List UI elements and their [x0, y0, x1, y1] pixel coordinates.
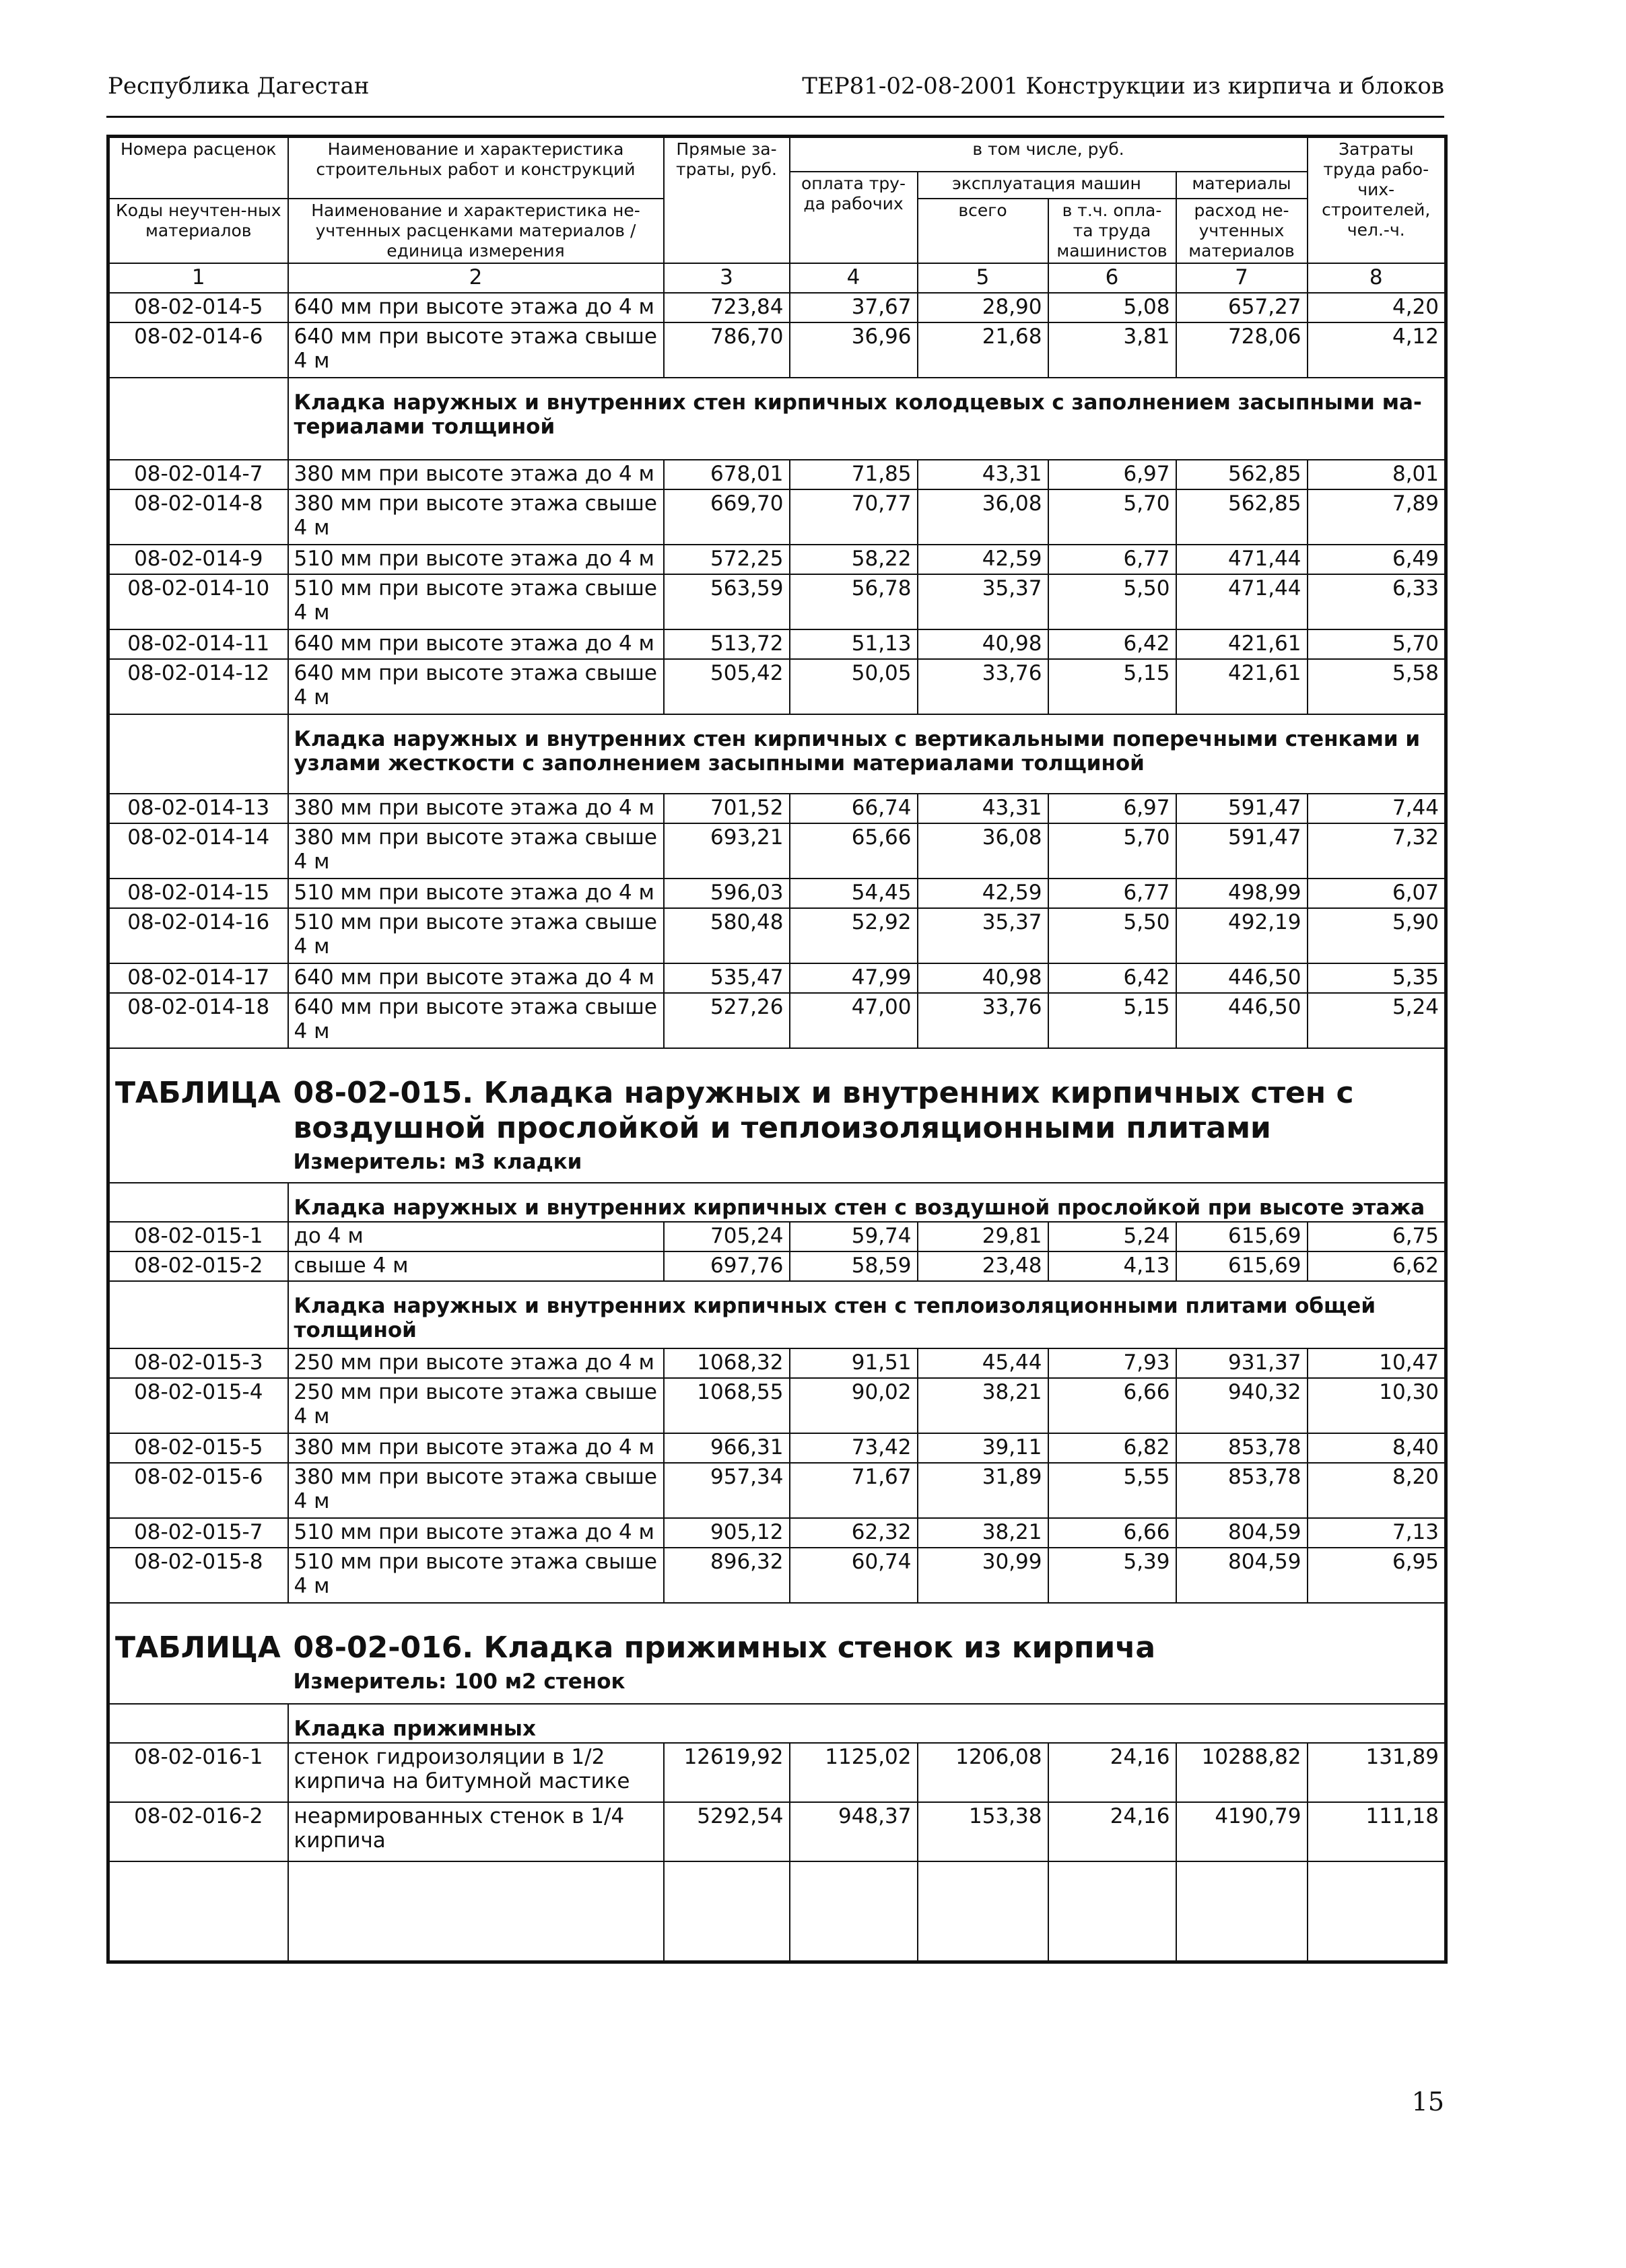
section-blank-cell [108, 1183, 288, 1222]
rate-code-cell: 08-02-015-8 [108, 1548, 288, 1603]
direct-cost-cell: 957,34 [664, 1463, 790, 1518]
col-number-8: 8 [1308, 263, 1446, 293]
machinist-wages-cell: 6,66 [1048, 1378, 1176, 1433]
work-name-cell: 380 мм при высоте этажа свыше 4 м [288, 1463, 664, 1518]
work-name-cell: 380 мм при высоте этажа свыше 4 м [288, 489, 664, 545]
table-title-cell [288, 1048, 1446, 1183]
rate-code-cell: 08-02-014-18 [108, 993, 288, 1048]
empty-cell [790, 1861, 918, 1962]
col-direct-header: Прямые за-траты, руб. [664, 137, 790, 263]
rate-code-cell: 08-02-014-12 [108, 659, 288, 714]
col-code-subheader: Коды неучтен-ных материалов [108, 199, 288, 263]
section-blank-cell [108, 378, 288, 460]
worker-wages-cell: 47,99 [790, 963, 918, 993]
labor-hours-cell: 111,18 [1308, 1802, 1446, 1861]
table-row [108, 1222, 1446, 1251]
table-row [108, 659, 1446, 714]
section-title: Кладка наружных и внутренних кирпичных стен с теплоизоляционными плитами общей толщиной [288, 1281, 1446, 1348]
work-name-cell: свыше 4 м [288, 1251, 664, 1281]
table-row [108, 629, 1446, 659]
rate-code-cell: 08-02-016-1 [108, 1743, 288, 1802]
rate-code-cell: 08-02-014-13 [108, 794, 288, 823]
rate-code-cell: 08-02-014-9 [108, 545, 288, 574]
table-row [108, 1378, 1446, 1433]
table-row [108, 574, 1446, 629]
rate-code-cell: 08-02-014-10 [108, 574, 288, 629]
work-name-cell: 380 мм при высоте этажа до 4 м [288, 794, 664, 823]
materials-cost-cell: 10288,82 [1176, 1743, 1308, 1802]
machine-cost-cell: 36,08 [918, 489, 1048, 545]
materials-cost-cell: 615,69 [1176, 1251, 1308, 1281]
col-code-header: Номера расценок [108, 137, 288, 199]
machinist-wages-cell: 6,97 [1048, 794, 1176, 823]
machine-cost-cell: 38,21 [918, 1518, 1048, 1548]
section-blank-cell [108, 1704, 288, 1743]
table-title-cell [288, 1603, 1446, 1704]
group-materials-header: материалы [1176, 172, 1308, 199]
rate-code-cell: 08-02-014-7 [108, 460, 288, 489]
direct-cost-cell: 596,03 [664, 879, 790, 908]
table-row [108, 1802, 1446, 1861]
table-title: 08-02-015. Кладка наружных и внутренних кирпичных стен с воздушной прослойкой и теплоизоляционными плитами [293, 1075, 1354, 1145]
labor-hours-cell: 7,32 [1308, 823, 1446, 879]
section-row [108, 1183, 1446, 1222]
machinist-wages-cell: 6,77 [1048, 879, 1176, 908]
running-header-right: ТЕР81-02-08-2001 Конструкции из кирпича и блоков [802, 73, 1444, 100]
materials-cost-cell: 4190,79 [1176, 1802, 1308, 1861]
rate-code-cell: 08-02-015-7 [108, 1518, 288, 1548]
direct-cost-cell: 966,31 [664, 1433, 790, 1463]
direct-cost-cell: 786,70 [664, 322, 790, 378]
header-rule [106, 116, 1444, 118]
work-name-cell: 510 мм при высоте этажа свыше 4 м [288, 908, 664, 963]
work-name-cell: 640 мм при высоте этажа до 4 м [288, 293, 664, 322]
machine-cost-cell: 28,90 [918, 293, 1048, 322]
direct-cost-cell: 693,21 [664, 823, 790, 879]
machinist-wages-cell: 4,13 [1048, 1251, 1176, 1281]
col-number-4: 4 [790, 263, 918, 293]
rate-code-cell: 08-02-015-1 [108, 1222, 288, 1251]
worker-wages-cell: 71,67 [790, 1463, 918, 1518]
materials-cost-cell: 471,44 [1176, 545, 1308, 574]
materials-cost-cell: 615,69 [1176, 1222, 1308, 1251]
materials-cost-cell: 446,50 [1176, 993, 1308, 1048]
labor-hours-cell: 6,95 [1308, 1548, 1446, 1603]
direct-cost-cell: 705,24 [664, 1222, 790, 1251]
rate-code-cell: 08-02-014-11 [108, 629, 288, 659]
worker-wages-cell: 66,74 [790, 794, 918, 823]
direct-cost-cell: 527,26 [664, 993, 790, 1048]
col-number-5: 5 [918, 263, 1048, 293]
machine-cost-cell: 40,98 [918, 629, 1048, 659]
direct-cost-cell: 513,72 [664, 629, 790, 659]
machine-cost-cell: 36,08 [918, 823, 1048, 879]
worker-wages-cell: 1125,02 [790, 1743, 918, 1802]
section-row [108, 378, 1446, 460]
machinist-wages-cell: 6,42 [1048, 963, 1176, 993]
machine-cost-cell: 23,48 [918, 1251, 1048, 1281]
machinist-wages-cell: 5,70 [1048, 489, 1176, 545]
section-row [108, 714, 1446, 794]
table-row [108, 963, 1446, 993]
table-title-label [108, 1603, 288, 1704]
table-row [108, 545, 1446, 574]
machine-cost-cell: 45,44 [918, 1348, 1048, 1378]
col-number-2: 2 [288, 263, 664, 293]
table-row [108, 322, 1446, 378]
work-name-cell: 510 мм при высоте этажа свыше 4 м [288, 574, 664, 629]
machine-cost-cell: 35,37 [918, 574, 1048, 629]
worker-wages-cell: 948,37 [790, 1802, 918, 1861]
labor-hours-cell: 6,62 [1308, 1251, 1446, 1281]
col-name-header: Наименование и характеристика строительных работ и конструкций [288, 137, 664, 199]
work-name-cell: 380 мм при высоте этажа до 4 м [288, 460, 664, 489]
col-labor-header: Затраты труда рабо-чих-строителей, чел.-ч. [1308, 137, 1446, 263]
measurement-unit: Измеритель: 100 м2 стенок [293, 1669, 625, 1694]
section-title: Кладка прижимных [288, 1704, 1446, 1743]
work-name-cell: 510 мм при высоте этажа до 4 м [288, 545, 664, 574]
empty-row [108, 1861, 1446, 1962]
labor-hours-cell: 5,24 [1308, 993, 1446, 1048]
labor-hours-cell: 5,90 [1308, 908, 1446, 963]
worker-wages-cell: 56,78 [790, 574, 918, 629]
worker-wages-cell: 59,74 [790, 1222, 918, 1251]
rate-code-cell: 08-02-015-6 [108, 1463, 288, 1518]
col-wages-header: оплата тру-да рабочих [790, 172, 918, 263]
worker-wages-cell: 37,67 [790, 293, 918, 322]
machinist-wages-cell: 6,97 [1048, 460, 1176, 489]
direct-cost-cell: 697,76 [664, 1251, 790, 1281]
direct-cost-cell: 563,59 [664, 574, 790, 629]
materials-cost-cell: 657,27 [1176, 293, 1308, 322]
machinist-wages-cell: 5,24 [1048, 1222, 1176, 1251]
table-title: 08-02-016. Кладка прижимных стенок из кирпича [293, 1630, 1156, 1665]
section-blank-cell [108, 714, 288, 794]
materials-cost-cell: 562,85 [1176, 489, 1308, 545]
worker-wages-cell: 70,77 [790, 489, 918, 545]
table-row [108, 1348, 1446, 1378]
machine-cost-cell: 40,98 [918, 963, 1048, 993]
labor-hours-cell: 8,01 [1308, 460, 1446, 489]
table-row [108, 1548, 1446, 1603]
table-row [108, 1433, 1446, 1463]
table-row [108, 879, 1446, 908]
labor-hours-cell: 10,30 [1308, 1378, 1446, 1433]
direct-cost-cell: 1068,55 [664, 1378, 790, 1433]
work-name-cell: 640 мм при высоте этажа до 4 м [288, 629, 664, 659]
table-row [108, 823, 1446, 879]
empty-cell [1176, 1861, 1308, 1962]
table-row [108, 1518, 1446, 1548]
empty-cell [1048, 1861, 1176, 1962]
table-row [108, 908, 1446, 963]
labor-hours-cell: 8,20 [1308, 1463, 1446, 1518]
worker-wages-cell: 71,85 [790, 460, 918, 489]
materials-cost-cell: 940,32 [1176, 1378, 1308, 1433]
empty-cell [288, 1861, 664, 1962]
col-number-1: 1 [108, 263, 288, 293]
labor-hours-cell: 6,75 [1308, 1222, 1446, 1251]
col-machines-wages-header: в т.ч. опла-та труда машинистов [1048, 199, 1176, 263]
direct-cost-cell: 701,52 [664, 794, 790, 823]
worker-wages-cell: 50,05 [790, 659, 918, 714]
empty-cell [108, 1861, 288, 1962]
page-number: 15 [1411, 2087, 1444, 2117]
rate-code-cell: 08-02-014-14 [108, 823, 288, 879]
table-row [108, 1251, 1446, 1281]
section-title: Кладка наружных и внутренних стен кирпичных с вертикальными поперечными стенками и узлами жесткости с заполнением засыпными материалами толщиной [288, 714, 1446, 794]
table-title-row [108, 1603, 1446, 1704]
materials-cost-cell: 931,37 [1176, 1348, 1308, 1378]
materials-cost-cell: 498,99 [1176, 879, 1308, 908]
machinist-wages-cell: 5,15 [1048, 993, 1176, 1048]
rate-code-cell: 08-02-015-5 [108, 1433, 288, 1463]
labor-hours-cell: 6,49 [1308, 545, 1446, 574]
work-name-cell: 250 мм при высоте этажа свыше 4 м [288, 1378, 664, 1433]
materials-cost-cell: 562,85 [1176, 460, 1308, 489]
machinist-wages-cell: 7,93 [1048, 1348, 1176, 1378]
worker-wages-cell: 58,22 [790, 545, 918, 574]
work-name-cell: 510 мм при высоте этажа до 4 м [288, 1518, 664, 1548]
worker-wages-cell: 91,51 [790, 1348, 918, 1378]
work-name-cell: до 4 м [288, 1222, 664, 1251]
rate-code-cell: 08-02-014-16 [108, 908, 288, 963]
materials-cost-cell: 804,59 [1176, 1548, 1308, 1603]
machine-cost-cell: 153,38 [918, 1802, 1048, 1861]
machinist-wages-cell: 3,81 [1048, 322, 1176, 378]
work-name-cell: неармированных стенок в 1/4 кирпича [288, 1802, 664, 1861]
direct-cost-cell: 905,12 [664, 1518, 790, 1548]
section-blank-cell [108, 1281, 288, 1348]
work-name-cell: 250 мм при высоте этажа до 4 м [288, 1348, 664, 1378]
worker-wages-cell: 65,66 [790, 823, 918, 879]
table-row [108, 1463, 1446, 1518]
labor-hours-cell: 7,44 [1308, 794, 1446, 823]
worker-wages-cell: 47,00 [790, 993, 918, 1048]
materials-cost-cell: 591,47 [1176, 794, 1308, 823]
machinist-wages-cell: 6,42 [1048, 629, 1176, 659]
direct-cost-cell: 535,47 [664, 963, 790, 993]
col-name-subheader: Наименование и характеристика не-учтенных расценками материалов / единица измерения [288, 199, 664, 263]
work-name-cell: 640 мм при высоте этажа до 4 м [288, 963, 664, 993]
machinist-wages-cell: 6,82 [1048, 1433, 1176, 1463]
col-materials-header: расход не-учтенных материалов [1176, 199, 1308, 263]
machine-cost-cell: 39,11 [918, 1433, 1048, 1463]
worker-wages-cell: 73,42 [790, 1433, 918, 1463]
machine-cost-cell: 38,21 [918, 1378, 1048, 1433]
table-title-row [108, 1048, 1446, 1183]
empty-cell [1308, 1861, 1446, 1962]
worker-wages-cell: 36,96 [790, 322, 918, 378]
worker-wages-cell: 51,13 [790, 629, 918, 659]
machine-cost-cell: 42,59 [918, 879, 1048, 908]
group-including-header: в том числе, руб. [790, 137, 1308, 172]
rate-code-cell: 08-02-016-2 [108, 1802, 288, 1861]
rate-code-cell: 08-02-014-6 [108, 322, 288, 378]
section-title: Кладка наружных и внутренних кирпичных стен с воздушной прослойкой при высоте этажа [288, 1183, 1446, 1222]
table-row [108, 460, 1446, 489]
machinist-wages-cell: 5,50 [1048, 908, 1176, 963]
labor-hours-cell: 6,07 [1308, 879, 1446, 908]
direct-cost-cell: 5292,54 [664, 1802, 790, 1861]
col-machines-total-header: всего [918, 199, 1048, 263]
rate-code-cell: 08-02-015-2 [108, 1251, 288, 1281]
labor-hours-cell: 4,20 [1308, 293, 1446, 322]
machine-cost-cell: 42,59 [918, 545, 1048, 574]
materials-cost-cell: 804,59 [1176, 1518, 1308, 1548]
rate-code-cell: 08-02-014-17 [108, 963, 288, 993]
work-name-cell: 640 мм при высоте этажа свыше 4 м [288, 659, 664, 714]
machine-cost-cell: 21,68 [918, 322, 1048, 378]
machinist-wages-cell: 5,15 [1048, 659, 1176, 714]
rate-code-cell: 08-02-015-3 [108, 1348, 288, 1378]
section-row [108, 1704, 1446, 1743]
machine-cost-cell: 33,76 [918, 659, 1048, 714]
table-row [108, 489, 1446, 545]
materials-cost-cell: 853,78 [1176, 1463, 1308, 1518]
direct-cost-cell: 678,01 [664, 460, 790, 489]
worker-wages-cell: 54,45 [790, 879, 918, 908]
empty-cell [664, 1861, 790, 1962]
rate-code-cell: 08-02-015-4 [108, 1378, 288, 1433]
materials-cost-cell: 492,19 [1176, 908, 1308, 963]
direct-cost-cell: 723,84 [664, 293, 790, 322]
labor-hours-cell: 4,12 [1308, 322, 1446, 378]
col-number-7: 7 [1176, 263, 1308, 293]
rate-code-cell: 08-02-014-5 [108, 293, 288, 322]
direct-cost-cell: 12619,92 [664, 1743, 790, 1802]
table-row [108, 993, 1446, 1048]
worker-wages-cell: 90,02 [790, 1378, 918, 1433]
table-label: ТАБЛИЦА [115, 1075, 281, 1110]
work-name-cell: 510 мм при высоте этажа свыше 4 м [288, 1548, 664, 1603]
labor-hours-cell: 7,89 [1308, 489, 1446, 545]
table-label: ТАБЛИЦА [115, 1630, 281, 1665]
labor-hours-cell: 5,35 [1308, 963, 1446, 993]
machine-cost-cell: 30,99 [918, 1548, 1048, 1603]
materials-cost-cell: 471,44 [1176, 574, 1308, 629]
machinist-wages-cell: 5,08 [1048, 293, 1176, 322]
table-row [108, 1743, 1446, 1802]
work-name-cell: 510 мм при высоте этажа до 4 м [288, 879, 664, 908]
col-number-3: 3 [664, 263, 790, 293]
materials-cost-cell: 591,47 [1176, 823, 1308, 879]
rates-table [106, 135, 1448, 1964]
direct-cost-cell: 505,42 [664, 659, 790, 714]
direct-cost-cell: 572,25 [664, 545, 790, 574]
measurement-unit: Измеритель: м3 кладки [293, 1149, 582, 1174]
machinist-wages-cell: 24,16 [1048, 1802, 1176, 1861]
labor-hours-cell: 10,47 [1308, 1348, 1446, 1378]
worker-wages-cell: 60,74 [790, 1548, 918, 1603]
machine-cost-cell: 35,37 [918, 908, 1048, 963]
group-machines-header: эксплуатация машин [918, 172, 1176, 199]
labor-hours-cell: 6,33 [1308, 574, 1446, 629]
empty-cell [918, 1861, 1048, 1962]
direct-cost-cell: 896,32 [664, 1548, 790, 1603]
machinist-wages-cell: 5,39 [1048, 1548, 1176, 1603]
materials-cost-cell: 853,78 [1176, 1433, 1308, 1463]
col-number-6: 6 [1048, 263, 1176, 293]
labor-hours-cell: 8,40 [1308, 1433, 1446, 1463]
labor-hours-cell: 5,70 [1308, 629, 1446, 659]
labor-hours-cell: 5,58 [1308, 659, 1446, 714]
work-name-cell: 640 мм при высоте этажа свыше 4 м [288, 993, 664, 1048]
machinist-wages-cell: 5,50 [1048, 574, 1176, 629]
machinist-wages-cell: 5,55 [1048, 1463, 1176, 1518]
section-title: Кладка наружных и внутренних стен кирпичных колодцевых с заполнением засыпными ма-териалами толщиной [288, 378, 1446, 460]
running-header-left: Республика Дагестан [108, 73, 370, 100]
rate-code-cell: 08-02-014-8 [108, 489, 288, 545]
worker-wages-cell: 58,59 [790, 1251, 918, 1281]
machinist-wages-cell: 6,66 [1048, 1518, 1176, 1548]
work-name-cell: 380 мм при высоте этажа до 4 м [288, 1433, 664, 1463]
table-title-label [108, 1048, 288, 1183]
table-row [108, 293, 1446, 322]
worker-wages-cell: 62,32 [790, 1518, 918, 1548]
machine-cost-cell: 43,31 [918, 794, 1048, 823]
direct-cost-cell: 1068,32 [664, 1348, 790, 1378]
machinist-wages-cell: 24,16 [1048, 1743, 1176, 1802]
materials-cost-cell: 446,50 [1176, 963, 1308, 993]
labor-hours-cell: 131,89 [1308, 1743, 1446, 1802]
work-name-cell: 380 мм при высоте этажа свыше 4 м [288, 823, 664, 879]
direct-cost-cell: 580,48 [664, 908, 790, 963]
labor-hours-cell: 7,13 [1308, 1518, 1446, 1548]
direct-cost-cell: 669,70 [664, 489, 790, 545]
machine-cost-cell: 29,81 [918, 1222, 1048, 1251]
machine-cost-cell: 31,89 [918, 1463, 1048, 1518]
section-row [108, 1281, 1446, 1348]
machinist-wages-cell: 5,70 [1048, 823, 1176, 879]
machine-cost-cell: 43,31 [918, 460, 1048, 489]
materials-cost-cell: 728,06 [1176, 322, 1308, 378]
machine-cost-cell: 1206,08 [918, 1743, 1048, 1802]
worker-wages-cell: 52,92 [790, 908, 918, 963]
machinist-wages-cell: 6,77 [1048, 545, 1176, 574]
work-name-cell: стенок гидроизоляции в 1/2 кирпича на битумной мастике [288, 1743, 664, 1802]
materials-cost-cell: 421,61 [1176, 659, 1308, 714]
machine-cost-cell: 33,76 [918, 993, 1048, 1048]
work-name-cell: 640 мм при высоте этажа свыше 4 м [288, 322, 664, 378]
table-row [108, 794, 1446, 823]
materials-cost-cell: 421,61 [1176, 629, 1308, 659]
rate-code-cell: 08-02-014-15 [108, 879, 288, 908]
